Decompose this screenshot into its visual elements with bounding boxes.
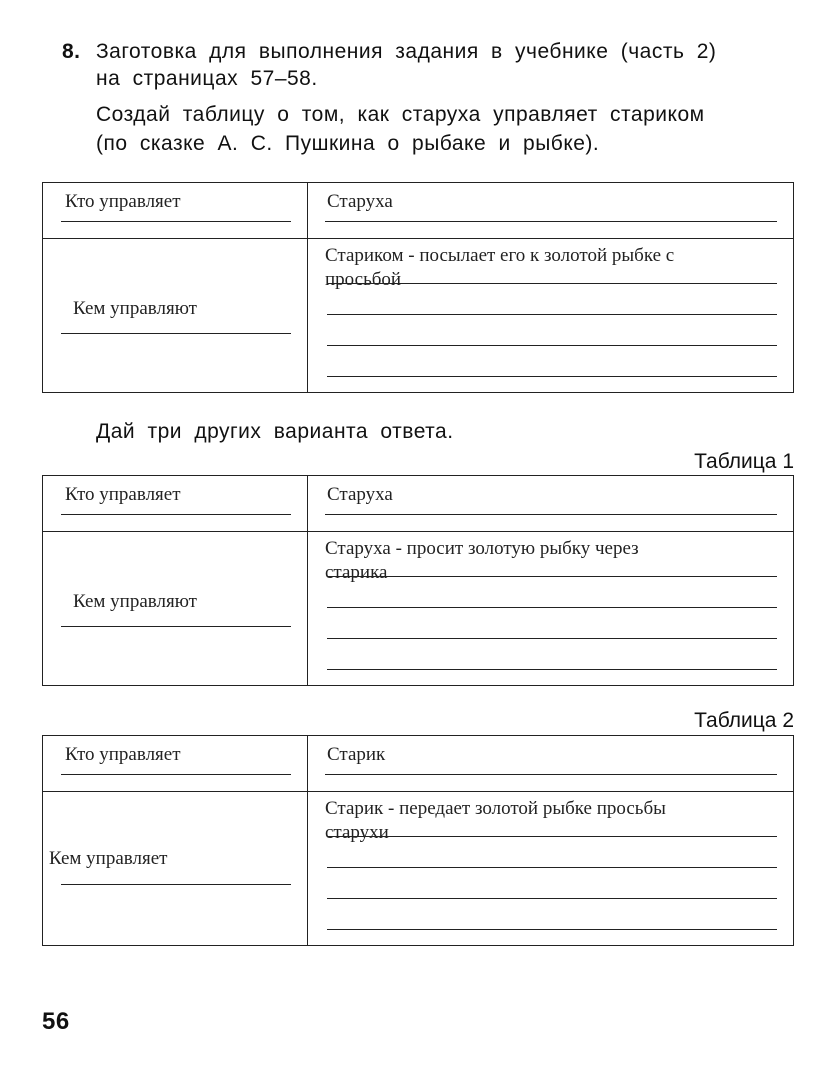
who-value[interactable]: Старик: [327, 744, 386, 765]
who-value[interactable]: Старуха: [327, 191, 393, 212]
row-divider: [43, 531, 793, 532]
who-value[interactable]: Старуха: [327, 484, 393, 505]
answer-line: [325, 774, 777, 775]
answer-line: [325, 514, 777, 515]
answer-line: [327, 314, 777, 315]
answer-table: [42, 182, 794, 393]
variants-instruction: Дай три других варианта ответа.: [96, 420, 454, 443]
answer-line: [327, 836, 777, 837]
task-number: 8.: [62, 40, 81, 63]
whom-answer-line-2[interactable]: старухи: [325, 822, 389, 843]
answer-line: [327, 867, 777, 868]
whom-answer-line-2[interactable]: просьбой: [325, 269, 402, 290]
whom-answer-line-1[interactable]: Стариком - посылает его к золотой рыбке с: [325, 245, 675, 266]
column-divider: [307, 736, 308, 945]
row-divider: [43, 791, 793, 792]
answer-table: [42, 735, 794, 946]
answer-line: [327, 607, 777, 608]
who-label: Кто управляет: [65, 484, 181, 505]
answer-line: [61, 514, 291, 515]
column-divider: [307, 183, 308, 392]
answer-line: [327, 638, 777, 639]
whom-answer-line-1[interactable]: Старик - передает золотой рыбке просьбы: [325, 798, 666, 819]
who-label: Кто управляет: [65, 744, 181, 765]
page-number: 56: [42, 1008, 70, 1035]
answer-line: [327, 669, 777, 670]
answer-line: [61, 221, 291, 222]
answer-line: [327, 898, 777, 899]
table-2-caption: Таблица 2: [694, 709, 794, 732]
instruction-line-2: (по сказке А. С. Пушкина о рыбаке и рыбке).: [96, 132, 600, 155]
answer-line: [327, 345, 777, 346]
answer-table: [42, 475, 794, 686]
task-line-1: Заготовка для выполнения задания в учебнике (часть 2): [96, 40, 717, 63]
answer-line: [325, 221, 777, 222]
answer-line: [327, 376, 777, 377]
table-1-caption: Таблица 1: [694, 450, 794, 473]
whom-answer-line-1[interactable]: Старуха - просит золотую рыбку через: [325, 538, 639, 559]
answer-line: [61, 333, 291, 334]
answer-line: [61, 774, 291, 775]
column-divider: [307, 476, 308, 685]
answer-line: [327, 576, 777, 577]
answer-line: [327, 929, 777, 930]
answer-line: [327, 283, 777, 284]
task-line-2: на страницах 57–58.: [96, 67, 318, 90]
answer-line: [61, 884, 291, 885]
whom-answer-line-2[interactable]: старика: [325, 562, 388, 583]
whom-label: Кем управляет: [49, 848, 168, 869]
who-label: Кто управляет: [65, 191, 181, 212]
whom-label: Кем управляют: [73, 298, 197, 319]
answer-line: [61, 626, 291, 627]
row-divider: [43, 238, 793, 239]
whom-label: Кем управляют: [73, 591, 197, 612]
instruction-line-1: Создай таблицу о том, как старуха управляет стариком: [96, 103, 705, 126]
